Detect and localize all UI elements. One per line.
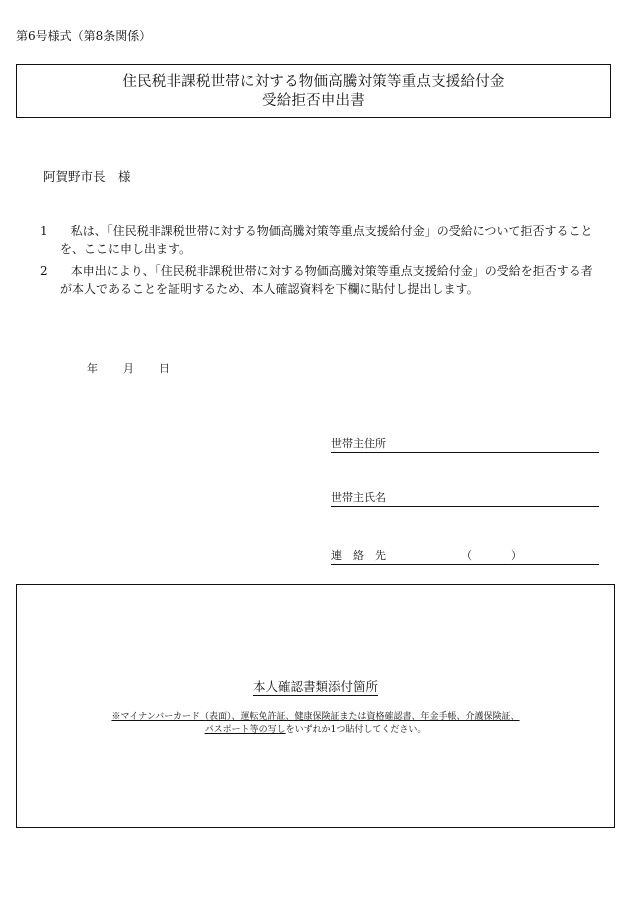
- clause-number: 1: [40, 224, 48, 238]
- form-title-line-2: 受給拒否申出書: [262, 93, 365, 109]
- title-box: [16, 64, 611, 118]
- contact-paren-open: （: [461, 549, 472, 562]
- date-field: [87, 362, 170, 376]
- date-day-label: 日: [159, 362, 170, 375]
- date-month-label: 月: [123, 362, 134, 375]
- attachment-title: [17, 679, 614, 695]
- contact-label: 連絡先: [331, 549, 397, 562]
- householder-address-field[interactable]: [331, 437, 599, 453]
- id-document-attachment-box: [16, 584, 615, 828]
- clause-1: [40, 222, 600, 258]
- declaration-clauses: [40, 222, 600, 302]
- clause-text: 本申出により、「住民税非課税世帯に対する物価高騰対策等重点支援給付金」の受給を拒否する者が本人であることを証明するため、本人確認資料を下欄に貼付し提出します。: [60, 264, 593, 296]
- attachment-note-underlined: パスポート等の写し: [204, 725, 286, 735]
- attachment-note-line-1: ※マイナンバーカード（表面）、運転免許証、健康保険証または資格確認書、年金手帳、介護保険証、: [111, 712, 520, 722]
- form-title-line-1: 住民税非課税世帯に対する物価高騰対策等重点支援給付金: [122, 74, 505, 90]
- contact-field[interactable]: [331, 549, 599, 565]
- attachment-title-text: 本人確認書類添付箇所: [252, 679, 378, 694]
- householder-address-label: 世帯主住所: [331, 437, 386, 450]
- contact-paren-close: ）: [511, 549, 522, 562]
- clause-text: 私は、「住民税非課税世帯に対する物価高騰対策等重点支援給付金」の受給について拒否することを、ここに申し出ます。: [60, 224, 593, 256]
- date-year-label: 年: [87, 362, 98, 375]
- householder-name-label: 世帯主氏名: [331, 491, 386, 504]
- addressee: 阿賀野市長 様: [43, 169, 131, 184]
- householder-name-field[interactable]: [331, 491, 599, 507]
- attachment-note-rest: をいずれか1つ貼付してください。: [285, 725, 427, 735]
- clause-number: 2: [40, 264, 48, 278]
- attachment-note: [17, 711, 614, 737]
- form-number: 第6号様式（第8条関係）: [16, 29, 152, 43]
- clause-2: [40, 262, 600, 298]
